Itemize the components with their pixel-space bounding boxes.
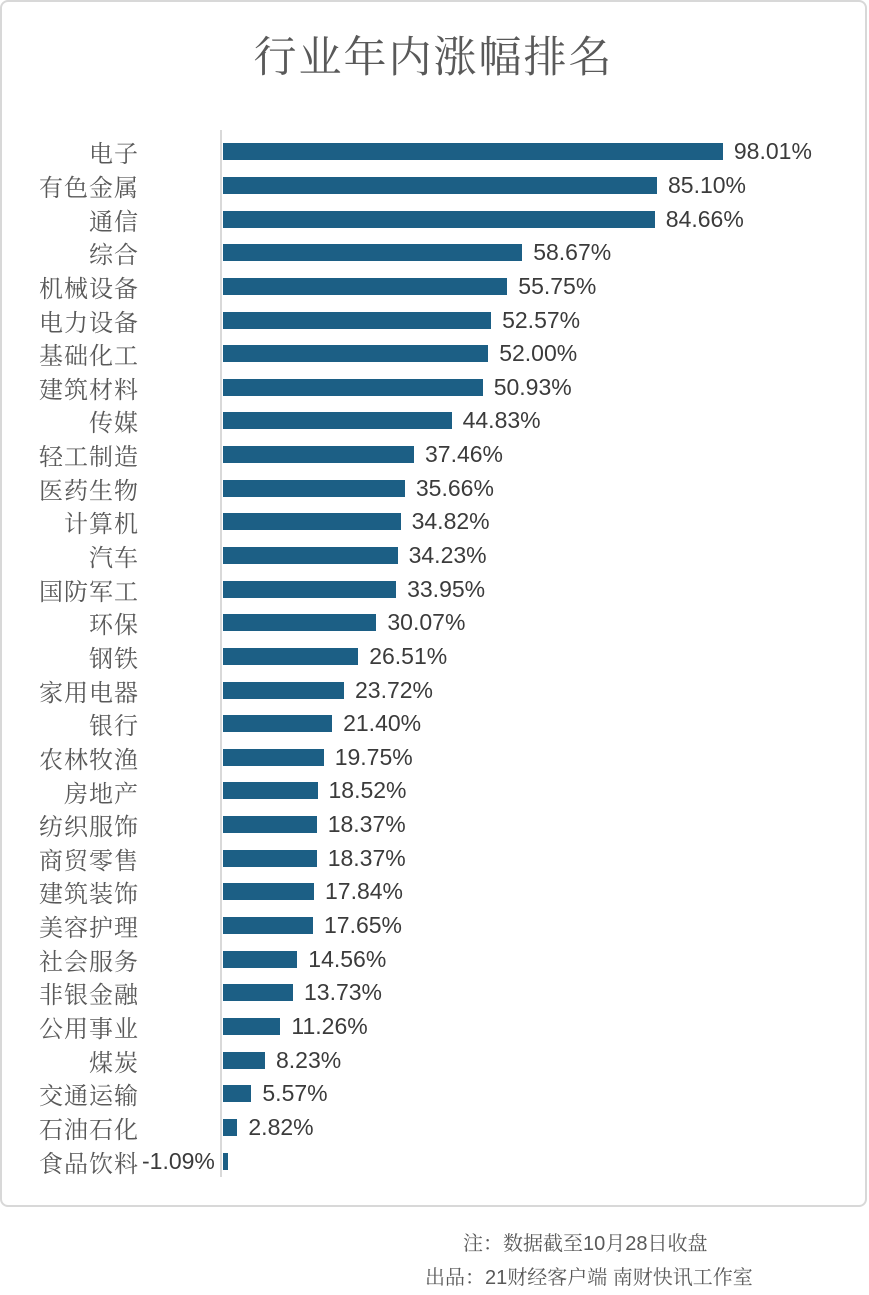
bar: [223, 244, 522, 261]
value-label: 17.65%: [324, 912, 403, 939]
category-label: 石油石化: [39, 1116, 139, 1144]
value-label: 98.01%: [733, 138, 812, 165]
value-label: 18.52%: [328, 777, 407, 804]
value-label: 52.00%: [499, 340, 578, 367]
value-label: 11.26%: [291, 1012, 368, 1039]
value-label: 17.84%: [325, 878, 404, 905]
value-label: 50.93%: [493, 373, 572, 400]
bar: [223, 951, 297, 968]
value-label: 85.10%: [668, 171, 747, 198]
bar-row: [2, 539, 869, 573]
bar-row: [2, 909, 869, 943]
bar: [223, 1018, 280, 1035]
category-label: 基础化工: [39, 343, 139, 371]
bar-row: [2, 640, 869, 674]
bar: [223, 312, 491, 329]
bar: [223, 446, 414, 463]
bar: [223, 412, 452, 429]
bar: [223, 211, 655, 228]
category-label: 有色金属: [39, 174, 139, 202]
bar: [223, 883, 314, 900]
category-label: 农林牧渔: [39, 746, 139, 774]
category-label: 煤炭: [89, 1049, 139, 1077]
bar: [223, 143, 723, 160]
bar: [223, 816, 317, 833]
bar: [223, 278, 507, 295]
category-label: 建筑装饰: [39, 881, 139, 909]
footnote-data-date: 注：数据截至10月28日收盘: [463, 1233, 708, 1255]
value-label: 21.40%: [343, 710, 422, 737]
value-label: 33.95%: [407, 575, 486, 602]
footnotes: [425, 1227, 753, 1295]
category-label: 机械设备: [39, 275, 139, 303]
value-label: 26.51%: [369, 642, 448, 669]
category-label: 钢铁: [89, 645, 139, 673]
bar: [223, 682, 344, 699]
bar: [223, 782, 318, 799]
value-label: 23.72%: [355, 676, 434, 703]
bar: [223, 177, 657, 194]
value-label: 58.67%: [533, 239, 612, 266]
bar: [223, 1052, 265, 1069]
bar: [223, 1085, 251, 1102]
bar: [223, 984, 293, 1001]
bar-row: [2, 741, 869, 775]
category-label: 美容护理: [39, 915, 139, 943]
bar-row: [2, 202, 869, 236]
bar-chart: [2, 130, 869, 1289]
value-label: 13.73%: [304, 979, 383, 1006]
value-label: 34.23%: [408, 542, 487, 568]
value-label: 5.57%: [262, 1080, 328, 1107]
bar-row: [2, 976, 869, 1010]
bar-row: [2, 404, 869, 438]
category-label: 公用事业: [39, 1015, 139, 1043]
bar-row: [2, 942, 869, 976]
category-label: 传媒: [89, 410, 139, 438]
value-label: -1.09%: [142, 1147, 215, 1174]
category-label: 纺织服饰: [39, 814, 139, 842]
bar-row: [2, 875, 869, 909]
category-label: 银行: [89, 713, 139, 741]
bar: [223, 480, 405, 497]
bar: [223, 1153, 229, 1170]
value-label: 19.75%: [334, 743, 413, 770]
category-label: 商贸零售: [39, 847, 139, 875]
bar-row: [2, 606, 869, 640]
bar-row: [2, 1144, 869, 1178]
value-label: 2.82%: [248, 1113, 314, 1140]
bar-row: [2, 135, 869, 169]
category-label: 计算机: [64, 511, 139, 539]
bar-row: [2, 438, 869, 472]
value-label: 34.82%: [411, 508, 490, 535]
bar: [223, 850, 317, 867]
bar: [223, 513, 401, 530]
bar-row: [2, 303, 869, 337]
category-label: 医药生物: [39, 477, 139, 505]
value-label: 35.66%: [415, 474, 494, 501]
bar-row: [2, 673, 869, 707]
bar-row: [2, 337, 869, 371]
bar: [223, 749, 324, 766]
footnote-producer: 出品：21财经客户端 南财快讯工作室: [425, 1267, 753, 1289]
value-label: 30.07%: [387, 609, 466, 636]
bar: [223, 917, 313, 934]
category-label: 食品饮料: [39, 1150, 139, 1178]
category-label: 房地产: [64, 780, 139, 808]
bar: [223, 547, 398, 564]
bar-row: [2, 370, 869, 404]
value-label: 14.56%: [308, 945, 387, 972]
bar-row: [2, 841, 869, 875]
value-label: 18.37%: [327, 811, 406, 838]
category-label: 通信: [89, 208, 139, 236]
bar-row: [2, 270, 869, 304]
bar-row: [2, 471, 869, 505]
value-label: 84.66%: [665, 205, 744, 232]
category-label: 国防军工: [39, 578, 139, 606]
category-label: 建筑材料: [39, 376, 139, 404]
value-label: 8.23%: [276, 1046, 342, 1073]
bar-row: [2, 1077, 869, 1111]
value-label: 18.37%: [327, 844, 406, 871]
bar: [223, 1119, 237, 1136]
category-label: 非银金融: [39, 982, 139, 1010]
value-label: 52.57%: [502, 306, 581, 333]
category-label: 环保: [89, 612, 139, 640]
category-label: 社会服务: [39, 948, 139, 976]
bar-row: [2, 169, 869, 203]
category-label: 电子: [89, 141, 139, 169]
bar: [223, 715, 332, 732]
value-label: 44.83%: [462, 407, 541, 434]
category-label: 综合: [89, 242, 139, 270]
bar: [223, 614, 376, 631]
bar-row: [2, 808, 869, 842]
value-label: 37.46%: [425, 441, 504, 468]
bar: [223, 648, 358, 665]
category-label: 轻工制造: [39, 444, 139, 472]
bar-row: [2, 236, 869, 270]
category-label: 汽车: [89, 545, 139, 573]
bar-row: [2, 1010, 869, 1044]
bar-row: [2, 505, 869, 539]
bar-row: [2, 1043, 869, 1077]
bar-row: [2, 707, 869, 741]
value-label: 55.75%: [518, 272, 597, 299]
bar: [223, 581, 396, 598]
bar-rows: [2, 135, 869, 1178]
bar: [223, 345, 488, 362]
bar-row: [2, 1111, 869, 1145]
bar-row: [2, 572, 869, 606]
category-label: 家用电器: [39, 679, 139, 707]
category-label: 电力设备: [39, 309, 139, 337]
chart-title: 行业年内涨幅排名: [253, 34, 614, 82]
bar: [223, 379, 483, 396]
category-label: 交通运输: [39, 1083, 139, 1111]
bar-row: [2, 774, 869, 808]
